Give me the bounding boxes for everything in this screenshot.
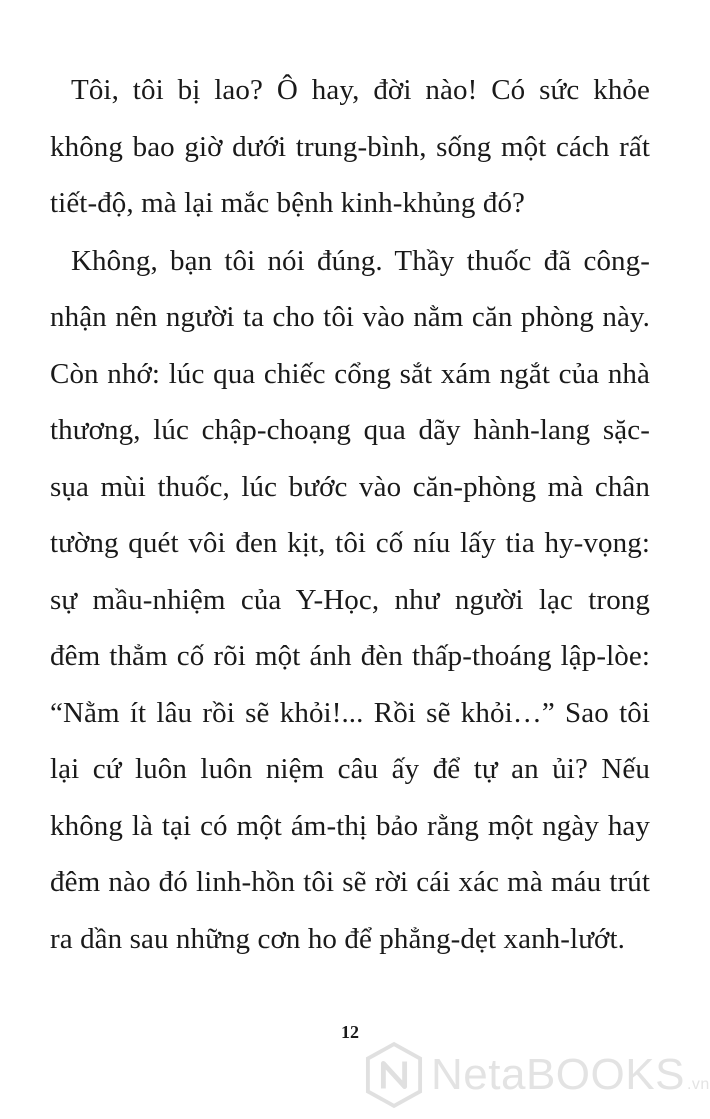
watermark-text (431, 1050, 710, 1100)
netabooks-logo-icon (365, 1042, 423, 1108)
page-number: 12 (341, 1022, 359, 1042)
body-text (50, 62, 650, 967)
paragraph-1: Tôi, tôi bị lao? Ô hay, đời nào! Có sức khỏe không bao giờ dưới trung-bình, sống một cách rất tiết-độ, mà lại mắc bệnh kinh-khủng đó? (50, 74, 650, 219)
watermark-suffix: .vn (686, 1076, 710, 1093)
watermark (365, 1040, 710, 1110)
paragraph-2: Không, bạn tôi nói đúng. Thầy thuốc đã công-nhận nên người ta cho tôi vào nằm căn phòng này. Còn nhớ: lúc qua chiếc cổng sắt xám ngắt của nhà thương, lúc chập-choạng qua dãy hành-lang sặc-sụa mùi thuốc, lúc bước vào căn-phòng mà chân tường quét vôi đen kịt, tôi cố níu lấy tia hy-vọng: sự mầu-nhiệm của Y-Học, như người lạc trong đêm thẳm cố rõi một ánh đèn thấp-thoáng lập-lòe: “Nằm ít lâu rồi sẽ khỏi!... Rồi sẽ khỏi…” Sao tôi lại cứ luôn luôn niệm câu ấy để tự an ủi? Nếu không là tại có một ám-thị bảo rằng một ngày hay đêm nào đó linh-hồn tôi sẽ rời cái xác mà máu trút ra dần sau những cơn ho để phẳng-dẹt xanh-lướt. (50, 244, 650, 955)
watermark-brand: NetaBOOKS (431, 1050, 685, 1099)
